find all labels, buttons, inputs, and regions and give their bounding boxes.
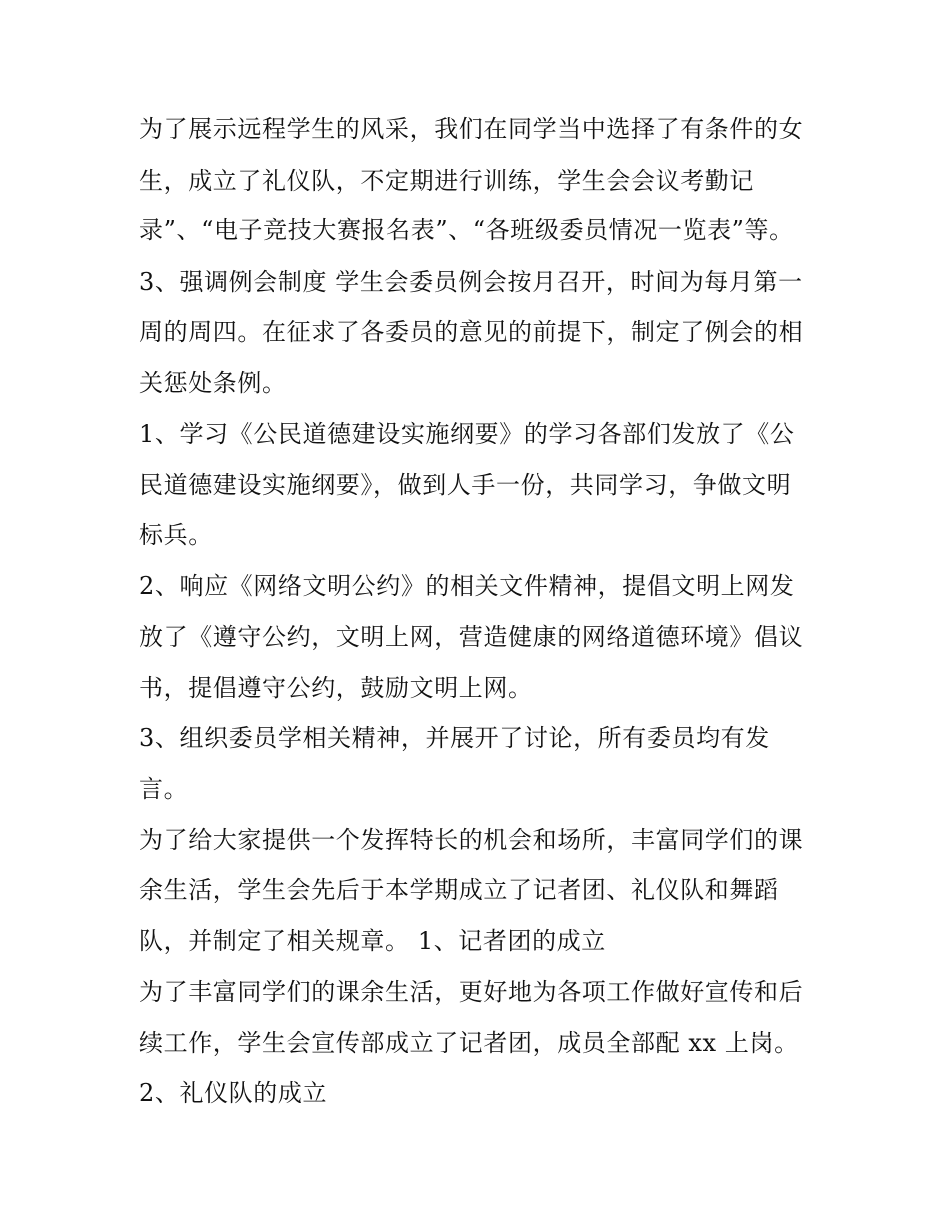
text-line: 队，并制定了相关规章。 1、记者团的成立: [139, 927, 606, 955]
text-line: 为了给大家提供一个发挥特长的机会和场所，丰富同学们的课: [139, 826, 804, 854]
text-line: 2、礼仪队的成立: [139, 1079, 328, 1107]
text-line: 生，成立了礼仪队，不定期进行训练，学生会会议考勤记: [139, 167, 754, 195]
text-line: 3、强调例会制度 学生会委员例会按月召开，时间为每月第一: [139, 268, 803, 296]
text-line: 2、响应《网络文明公约》的相关文件精神，提倡文明上网发: [139, 572, 795, 600]
text-line: 1、学习《公民道德建设实施纲要》的学习各部们发放了《公: [139, 420, 795, 448]
text-line: 放了《遵守公约，文明上网，营造健康的网络道德环境》倡议: [139, 623, 804, 651]
text-line: 书，提倡遵守公约，鼓励文明上网。: [139, 674, 533, 702]
text-line: 民道德建设实施纲要》，做到人手一份，共同学习，争做文明: [139, 471, 792, 499]
text-line: 3、组织委员学相关精神，并展开了讨论，所有委员均有发: [139, 724, 770, 752]
text-line: 周的周四。在征求了各委员的意见的前提下，制定了例会的相: [139, 318, 804, 346]
text-line: 为了展示远程学生的风采，我们在同学当中选择了有条件的女: [139, 115, 804, 143]
text-line: 标兵。: [139, 521, 213, 549]
text-line: 关惩处条例。: [139, 369, 287, 397]
text-line: 续工作，学生会宣传部成立了记者团，成员全部配 xx 上岗。: [139, 1029, 799, 1057]
text-line: 余生活，学生会先后于本学期成立了记者团、礼仪队和舞蹈: [139, 876, 779, 904]
text-line: 为了丰富同学们的课余生活，更好地为各项工作做好宣传和后: [139, 978, 804, 1006]
text-line: 录”、“电子竞技大赛报名表”、“各班级委员情况一览表”等。: [139, 216, 794, 244]
text-line: 言。: [139, 775, 189, 803]
